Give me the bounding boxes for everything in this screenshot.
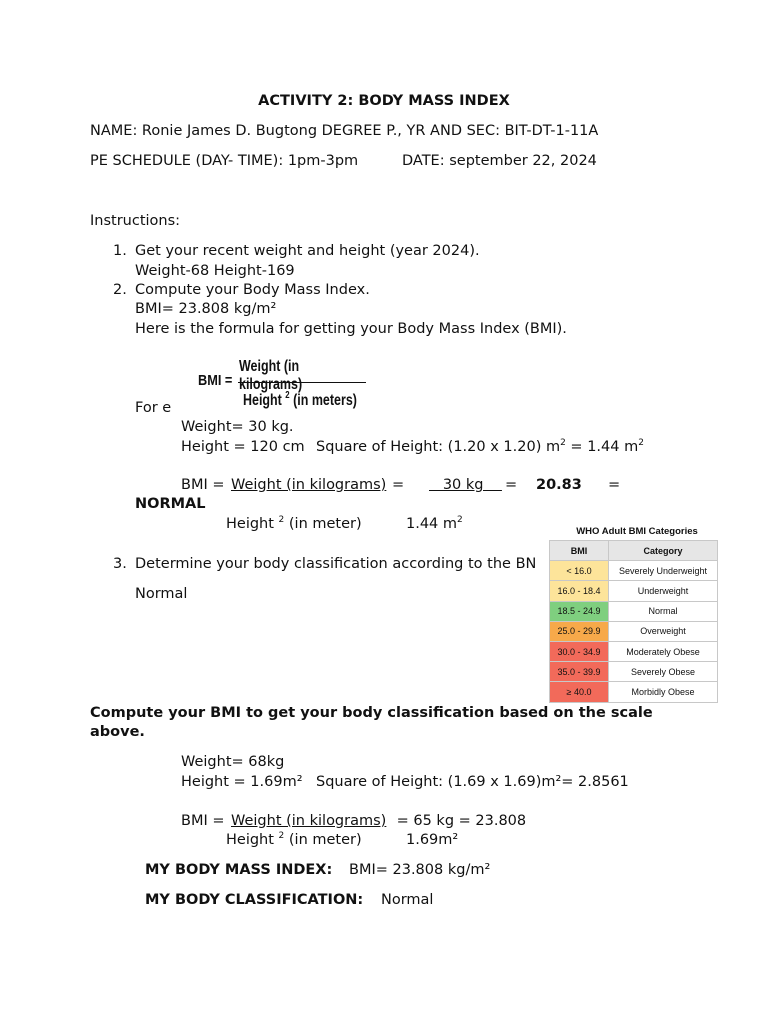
example-equals-3: = [608, 477, 621, 493]
item-3-answer: Normal [135, 586, 188, 602]
table-row [550, 581, 718, 601]
example-classification: NORMAL [135, 496, 206, 512]
example-bmi-label: BMI = [181, 477, 225, 493]
example-height: Height = 120 cm [181, 439, 305, 455]
item-3-number: 3. [113, 556, 127, 572]
formula-intro: Here is the formula for getting your Body Mass Index (BMI). [135, 321, 567, 337]
compute-heading-line-1: Compute your BMI to get your body classification based on the scale [90, 705, 653, 721]
page-title: ACTIVITY 2: BODY MASS INDEX [258, 93, 510, 109]
category-cell: Morbidly Obese [609, 682, 718, 702]
item-2-text: Compute your Body Mass Index. [135, 282, 370, 298]
compute-denominator-value: 1.69m² [406, 832, 459, 848]
compute-bmi-label: BMI = [181, 813, 225, 829]
bmi-range-cell: 16.0 - 18.4 [550, 581, 609, 601]
name-line: NAME: Ronie James D. Bugtong DEGREE P., YR AND SEC: BIT-DT-1-11A [90, 123, 599, 139]
example-bmi-numerator: Weight (in kilograms) [231, 477, 387, 493]
item-2-answer: BMI= 23.808 kg/m² [135, 301, 277, 317]
date-line: DATE: september 22, 2024 [402, 153, 597, 169]
bmi-range-cell: 25.0 - 29.9 [550, 621, 609, 641]
table-row [550, 682, 718, 702]
item-3-text: Determine your body classification according to the BN [135, 556, 537, 572]
bmi-range-cell: ≥ 40.0 [550, 682, 609, 702]
bmi-formula-image [196, 354, 396, 420]
who-bmi-table [549, 524, 719, 703]
example-denominator: Height $^2$ (in meter) [226, 515, 362, 532]
table-row [550, 601, 718, 621]
category-cell: Overweight [609, 621, 718, 641]
my-classification-label: MY BODY CLASSIFICATION: [145, 892, 364, 908]
category-cell: Severely Underweight [609, 561, 718, 581]
compute-bmi-result: = 65 kg = 23.808 [392, 813, 527, 829]
who-table-title: WHO Adult BMI Categories [576, 526, 698, 537]
bmi-range-cell: 18.5 - 24.9 [550, 601, 609, 621]
item-1-number: 1. [113, 243, 127, 259]
item-1-answer: Weight-68 Height-169 [135, 263, 295, 279]
category-cell: Underweight [609, 581, 718, 601]
compute-height: Height = 1.69m² [181, 774, 303, 790]
example-denominator-value: 1.44 $m^2$ [406, 515, 463, 532]
my-bmi-value: BMI= 23.808 kg/m² [349, 862, 491, 878]
who-table-header-row [550, 541, 718, 561]
instructions-label: Instructions: [90, 213, 181, 229]
formula-denominator: Height $^2$ (in meters) [243, 390, 357, 409]
example-kg: 30 kg [429, 477, 502, 493]
category-cell: Severely Obese [609, 662, 718, 682]
bmi-range-cell: 30.0 - 34.9 [550, 641, 609, 661]
who-header-category: Category [609, 541, 718, 561]
example-square: Square of Height: (1.20 x 1.20) $m^2 = 1.44$ $m^2$ [316, 438, 644, 455]
compute-weight: Weight= 68kg [181, 754, 285, 770]
who-table-grid [549, 540, 718, 703]
category-cell: Normal [609, 601, 718, 621]
compute-denominator: Height $^2$ (in meter) [226, 831, 362, 848]
table-row [550, 561, 718, 581]
my-bmi-label: MY BODY MASS INDEX: [145, 862, 333, 878]
bmi-range-cell: < 16.0 [550, 561, 609, 581]
my-classification-value: Normal [381, 892, 434, 908]
example-prefix: For e [135, 400, 172, 416]
who-header-bmi: BMI [550, 541, 609, 561]
example-equals-1: = [392, 477, 405, 493]
pe-schedule: PE SCHEDULE (DAY- TIME): 1pm-3pm [90, 153, 359, 169]
table-row [550, 621, 718, 641]
compute-square: Square of Height: (1.69 x 1.69)m²= 2.8561 [316, 774, 629, 790]
compute-heading-line-2: above. [90, 724, 145, 740]
table-row [550, 662, 718, 682]
bmi-range-cell: 35.0 - 39.9 [550, 662, 609, 682]
formula-numerator: Weight (in kilograms) [239, 358, 303, 393]
formula-label: BMI = [198, 372, 233, 389]
table-row [550, 641, 718, 661]
formula-fraction-bar [238, 382, 366, 383]
item-2-number: 2. [113, 282, 127, 298]
example-result: 20.83 [536, 477, 582, 493]
compute-bmi-numerator: Weight (in kilograms) [231, 813, 387, 829]
item-1-text: Get your recent weight and height (year 2024). [135, 243, 480, 259]
category-cell: Moderately Obese [609, 641, 718, 661]
example-equals-2: = [505, 477, 518, 493]
example-weight: Weight= 30 kg. [181, 419, 294, 435]
